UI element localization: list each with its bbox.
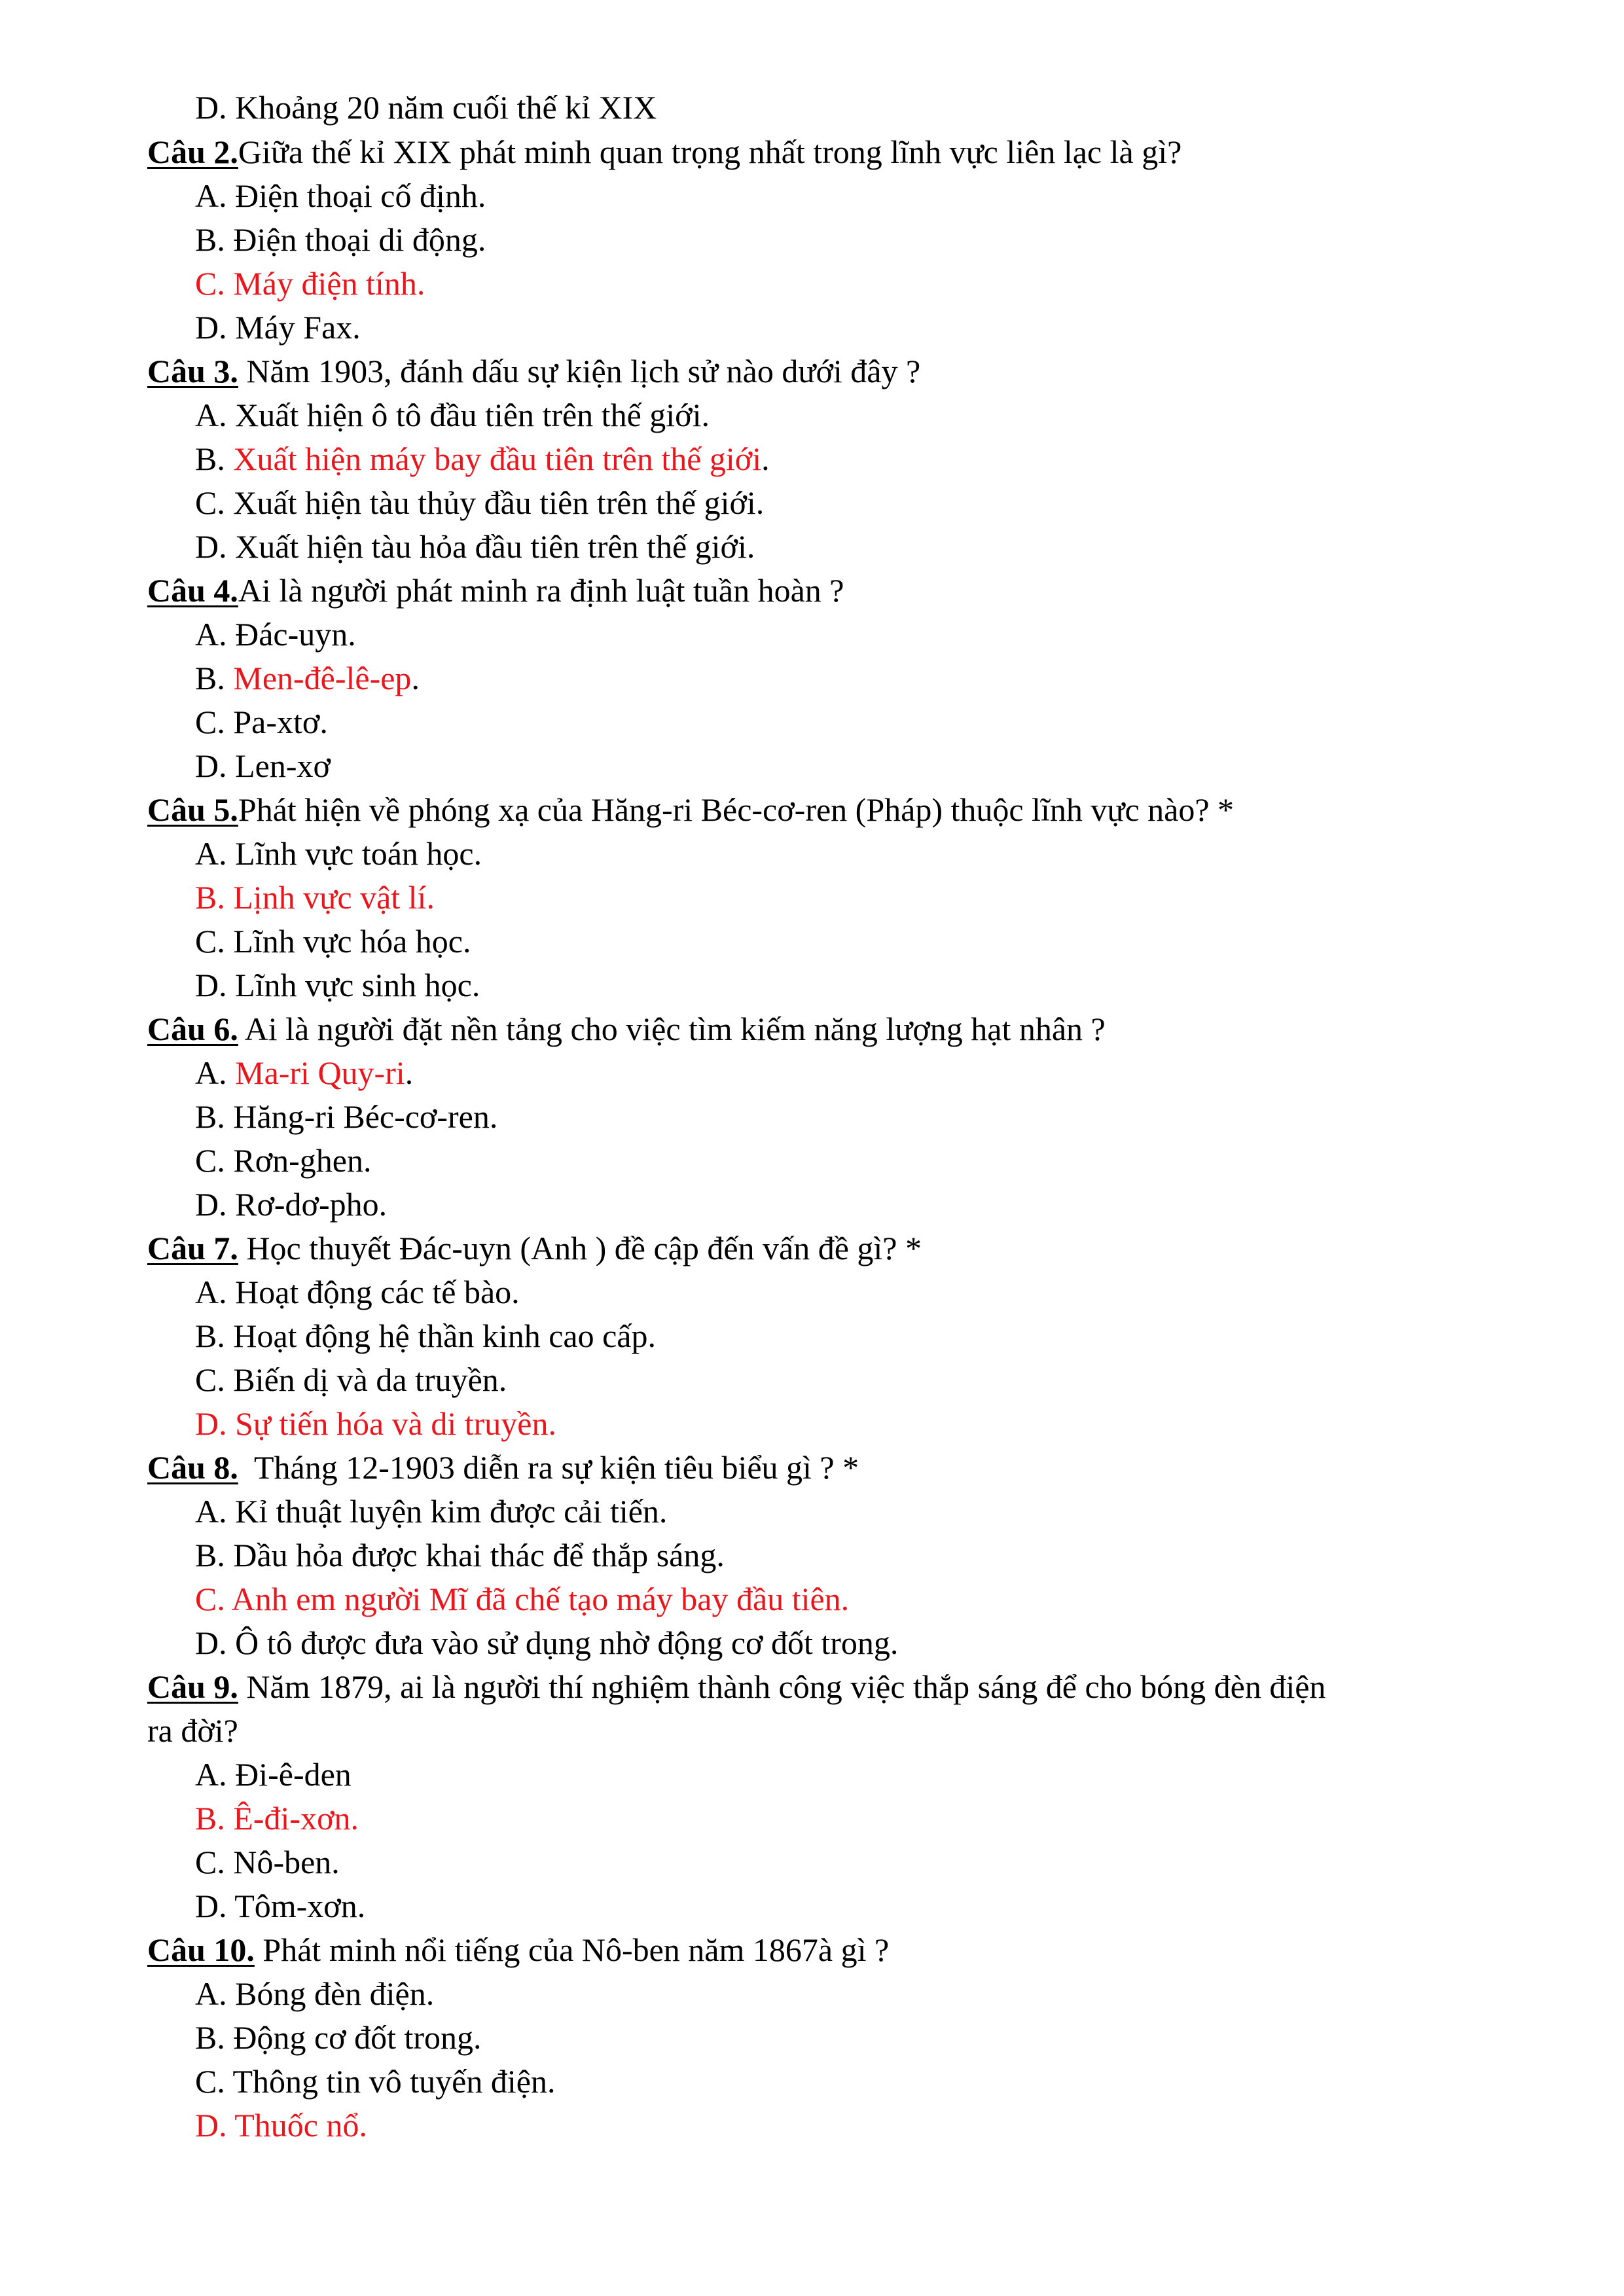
- question-5: [147, 790, 1234, 829]
- option-b: B. Men-đê-lê-ep.: [195, 660, 420, 696]
- option-a: A. Điện thoại cố định.: [195, 177, 486, 214]
- option-a: A. Kỉ thuật luyện kim được cải tiến.: [195, 1493, 668, 1530]
- question-number: Câu 9.: [147, 1668, 238, 1705]
- option-a: A. Ma-ri Quy-ri.: [195, 1054, 414, 1091]
- question-7: [147, 1229, 922, 1268]
- question-8: [147, 1448, 859, 1487]
- question-number: Câu 5.: [147, 791, 238, 828]
- question-text: Học thuyết Đác-uyn (Anh ) đề cập đến vấn đề gì? *: [238, 1230, 922, 1266]
- question-2: [147, 132, 1182, 171]
- question-text: Ai là người đặt nền tảng cho việc tìm kiếm năng lượng hạt nhân ?: [238, 1011, 1106, 1047]
- question-text: Giữa thế kỉ XIX phát minh quan trọng nhất trong lĩnh vực liên lạc là gì?: [238, 134, 1182, 170]
- option-b-correct-answer: B. Ê-đi-xơn.: [195, 1800, 359, 1837]
- option-b: B. Hoạt động hệ thần kinh cao cấp.: [195, 1318, 656, 1354]
- option-d: D. Tôm-xơn.: [195, 1888, 366, 1924]
- question-4: [147, 571, 844, 610]
- question-9-continuation: ra đời?: [147, 1712, 238, 1749]
- option-c: C. Pa-xtơ.: [195, 704, 328, 740]
- option-d: D. Lĩnh vực sinh học.: [195, 967, 480, 1003]
- question-number: Câu 3.: [147, 353, 238, 389]
- option-d: D. Rơ-dơ-pho.: [195, 1186, 388, 1223]
- option-b: B. Điện thoại di động.: [195, 221, 486, 258]
- question-text: Tháng 12-1903 diễn ra sự kiện tiêu biểu gì ? *: [238, 1449, 859, 1486]
- option-d-correct-answer: D. Thuốc nổ.: [195, 2107, 367, 2144]
- option-c-correct-answer: C. Anh em người Mĩ đã chế tạo máy bay đầu tiên.: [195, 1581, 850, 1617]
- option-d: D. Xuất hiện tàu hỏa đầu tiên trên thế giới.: [195, 528, 755, 565]
- option-b: B. Xuất hiện máy bay đầu tiên trên thế giới.: [195, 440, 770, 477]
- question-text: Năm 1879, ai là người thí nghiệm thành công việc thắp sáng để cho bóng đèn điện: [238, 1668, 1326, 1705]
- option-c: C. Nô-ben.: [195, 1844, 340, 1880]
- option-d-correct-answer: D. Sự tiến hóa và di truyền.: [195, 1405, 557, 1442]
- correct-answer: Ma-ri Quy-ri: [235, 1054, 405, 1091]
- option-b-correct-answer: B. Lịnh vực vật lí.: [195, 879, 435, 916]
- correct-answer: Xuất hiện máy bay đầu tiên trên thế giới: [233, 440, 762, 477]
- option-a: A. Hoạt động các tế bào.: [195, 1274, 520, 1310]
- option-b: B. Dầu hỏa được khai thác để thắp sáng.: [195, 1537, 725, 1573]
- correct-answer: Men-đê-lê-ep: [233, 660, 412, 696]
- option-c: C. Biến dị và da truyền.: [195, 1361, 507, 1398]
- question-text: Năm 1903, đánh dấu sự kiện lịch sử nào dưới đây ?: [238, 353, 921, 389]
- option-a: A. Xuất hiện ô tô đầu tiên trên thế giới.: [195, 397, 710, 433]
- option-a: A. Đác-uyn.: [195, 616, 356, 653]
- question-text: Phát minh nổi tiếng của Nô-ben năm 1867à gì ?: [254, 1931, 890, 1968]
- question-number: Câu 4.: [147, 572, 238, 609]
- option-a: A. Đi-ê-den: [195, 1756, 352, 1793]
- option-c: C. Lĩnh vực hóa học.: [195, 923, 471, 960]
- option-d: D. Ô tô được đưa vào sử dụng nhờ động cơ đốt trong.: [195, 1624, 899, 1661]
- question-6: [147, 1009, 1106, 1049]
- option-d: D. Máy Fax.: [195, 309, 361, 346]
- question-number: Câu 8.: [147, 1449, 238, 1486]
- option-c-correct-answer: C. Máy điện tính.: [195, 265, 425, 302]
- option-d-previous-question: D. Khoảng 20 năm cuối thế kỉ XIX: [195, 89, 657, 126]
- option-b: B. Hăng-ri Béc-cơ-ren.: [195, 1098, 498, 1135]
- option-d: D. Len-xơ: [195, 747, 331, 784]
- option-b: B. Động cơ đốt trong.: [195, 2019, 482, 2056]
- question-text: Phát hiện về phóng xạ của Hăng-ri Béc-cơ-ren (Pháp) thuộc lĩnh vực nào? *: [238, 791, 1235, 828]
- question-number: Câu 10.: [147, 1931, 255, 1968]
- question-3: [147, 351, 920, 391]
- question-number: Câu 6.: [147, 1011, 238, 1047]
- question-number: Câu 7.: [147, 1230, 238, 1266]
- option-c: C. Thông tin vô tuyến điện.: [195, 2063, 556, 2100]
- option-c: C. Xuất hiện tàu thủy đầu tiên trên thế giới.: [195, 484, 765, 521]
- option-a: A. Lĩnh vực toán học.: [195, 835, 482, 872]
- option-c: C. Rơn-ghen.: [195, 1142, 372, 1179]
- question-10: [147, 1930, 889, 1969]
- question-text: Ai là người phát minh ra định luật tuần hoàn ?: [238, 572, 844, 609]
- question-9: [147, 1667, 1326, 1706]
- question-number: Câu 2.: [147, 134, 238, 170]
- option-a: A. Bóng đèn điện.: [195, 1975, 435, 2012]
